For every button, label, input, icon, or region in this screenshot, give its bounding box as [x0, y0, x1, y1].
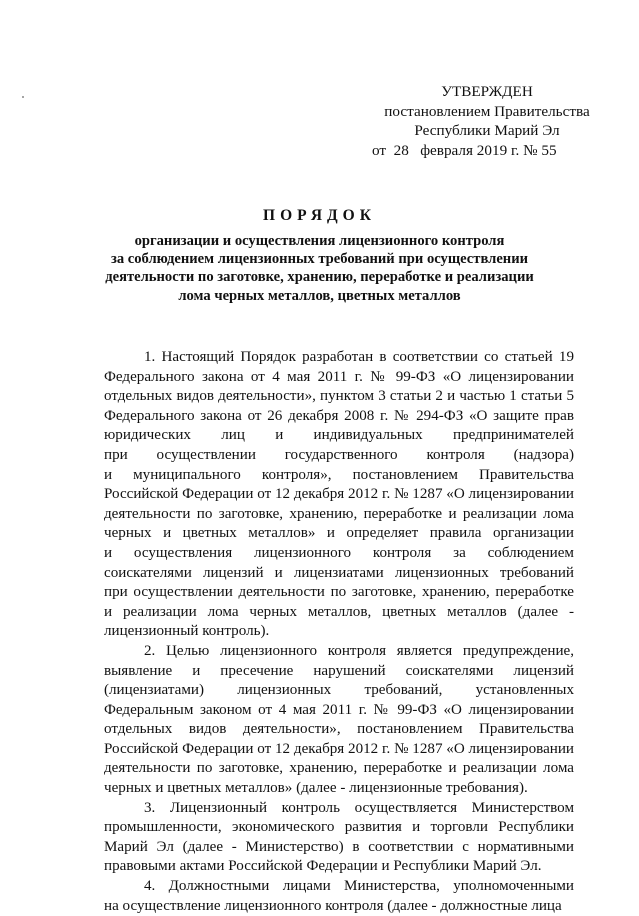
scan-speck — [22, 96, 24, 98]
paragraph-line: на осуществление лицензионного контроля (далее - должностные лица — [104, 897, 562, 914]
paragraph-line: и осуществления лицензионного контроля за соблюдением — [104, 544, 574, 561]
paragraph-line: и муниципального контроля», постановлением Правительства — [104, 466, 574, 483]
paragraph-line: при осуществлении деятельности по заготовке, хранению, переработке — [104, 584, 574, 601]
paragraph-line: 4. Должностными лицами Министерства, уполномоченными — [144, 878, 574, 895]
paragraph-line: и реализации лома черных металлов, цветных металлов (далее - — [104, 603, 574, 620]
approval-date: от 28 февраля 2019 г. № 55 — [372, 141, 557, 159]
paragraph-line: отдельных видов деятельности», пунктом 3 статьи 2 и частью 1 статьи 5 — [104, 388, 574, 405]
paragraph-line: Российской Федерации от 12 декабря 2012 г. № 1287 «О лицензировании — [104, 486, 574, 503]
paragraph-line: черных и цветных металлов» и определяет правила организации — [104, 525, 574, 542]
paragraph-line: промышленности, экономического развития и торговли Республики — [104, 819, 574, 836]
paragraph-line: 3. Лицензионный контроль осуществляется Министерством — [144, 799, 574, 816]
paragraph-line: Российской Федерации от 12 декабря 2012 г. № 1287 «О лицензировании — [104, 740, 574, 757]
paragraph-line: отдельных видов деятельности», постановлением Правительства — [104, 721, 574, 738]
subtitle-line: за соблюдением лицензионных требований при осуществлении — [110, 251, 529, 268]
paragraph-line: деятельности по заготовке, хранению, переработке и реализации лома — [104, 760, 574, 777]
approval-stamp — [372, 82, 602, 160]
paragraph-line: Федерального закона от 26 декабря 2008 г. № 294-ФЗ «О защите прав — [104, 407, 574, 424]
paragraph-1 — [104, 348, 574, 642]
document-title: ПОРЯДОК — [263, 207, 376, 224]
paragraph-line: выявление и пресечение нарушений соискателями лицензий — [104, 662, 574, 679]
subtitle-line: организации и осуществления лицензионного контроля — [134, 233, 505, 249]
paragraph-line: деятельности по заготовке, хранению, переработке и реализации лома — [104, 505, 574, 522]
paragraph-line: правовыми актами Российской Федерации и Республики Марий Эл. — [104, 858, 542, 875]
paragraph-2 — [104, 642, 574, 799]
approval-authority: Республики Марий Эл — [414, 122, 560, 139]
paragraph-line: 2. Целью лицензионного контроля является предупреждение, — [144, 642, 574, 659]
paragraph-line: при осуществлении государственного контроля (надзора) — [104, 446, 574, 463]
document-subtitle — [80, 232, 559, 305]
approval-heading: УТВЕРЖДЕН — [441, 83, 533, 100]
document-body — [104, 348, 574, 916]
paragraph-3 — [104, 799, 574, 877]
paragraph-4 — [104, 877, 574, 916]
paragraph-line: соискателями лицензий и лицензиатами лицензионных требований — [104, 564, 574, 581]
paragraph-line: лицензионный контроль). — [104, 623, 270, 640]
paragraph-line: Федеральным законом от 4 мая 2011 г. № 99-ФЗ «О лицензировании — [104, 701, 574, 718]
paragraph-line: Федерального закона от 4 мая 2011 г. № 99-ФЗ «О лицензировании — [104, 368, 574, 385]
paragraph-line: Марий Эл (далее - Министерство) в соответствии с нормативными — [104, 838, 574, 855]
approval-by: постановлением Правительства — [384, 102, 590, 120]
paragraph-line: 1. Настоящий Порядок разработан в соответствии со статьей 19 — [144, 349, 574, 365]
paragraph-line: черных и цветных металлов» (далее - лицензионные требования). — [104, 780, 528, 797]
subtitle-line: деятельности по заготовке, хранению, переработке и реализации — [105, 269, 534, 286]
subtitle-line: лома черных металлов, цветных металлов — [178, 287, 461, 304]
paragraph-line: юридических лиц и индивидуальных предпринимателей — [104, 427, 574, 444]
paragraph-line: (лицензиатами) лицензионных требований, установленных — [104, 682, 574, 699]
